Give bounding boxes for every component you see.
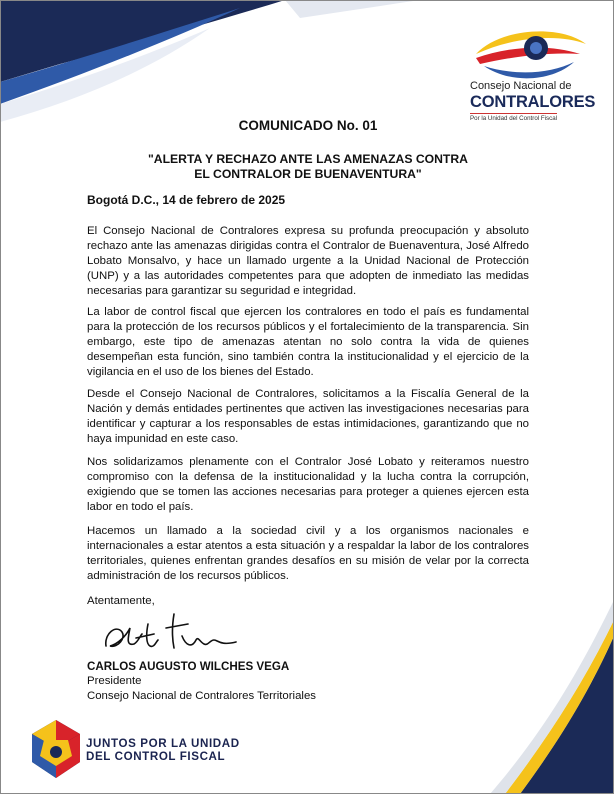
subtitle-line-2: EL CONTRALOR DE BUENAVENTURA" [194, 167, 422, 181]
document-subtitle [120, 152, 496, 182]
signatory-name: CARLOS AUGUSTO WILCHES VEGA [87, 660, 290, 673]
eye-logo-icon [470, 24, 590, 82]
closing-salutation: Atentamente, [87, 595, 155, 607]
consejo-logo [470, 24, 596, 130]
paragraph-5: Hacemos un llamado a la sociedad civil y a los organismos nacionales e internacionales a estar atentos a esta situación y a respaldar la labor de los contralores territoriales, quienes enfrentan grandes desafíos en su misión de velar por la correcta administración de los recursos públicos. [87, 525, 529, 582]
handwritten-signature [96, 606, 246, 662]
footer-line-2: DEL CONTROL FISCAL [86, 749, 226, 763]
footer-slogan [86, 738, 240, 763]
document-title: COMUNICADO No. 01 [238, 118, 378, 133]
footer-line-1: JUNTOS POR LA UNIDAD [86, 737, 240, 750]
control-fiscal-shield-icon [28, 718, 84, 780]
subtitle-line-1: "ALERTA Y RECHAZO ANTE LAS AMENAZAS CONTRA [148, 152, 468, 166]
logo-line-2: CONTRALORES [470, 93, 596, 111]
logo-line-1: Consejo Nacional de [470, 80, 572, 92]
logo-tagline: Por la Unidad del Control Fiscal [470, 115, 558, 122]
paragraph-1: El Consejo Nacional de Contralores expresa su profunda preocupación y absoluto rechazo ante las amenazas dirigidas contra el Contralor de Buenaventura, José Alfredo Lobato Monsalvo, y hace un llamado urgente a la Unidad Nacional de Protección (UNP) y a las autoridades competentes para que adopten de inmediato las medidas necesarias para garantizar su seguridad e integridad. [87, 225, 529, 297]
signatory-organization: Consejo Nacional de Contralores Territoriales [87, 690, 316, 702]
paragraph-3: Desde el Consejo Nacional de Contralores, solicitamos a la Fiscalía General de la Nación y demás entidades pertinentes que activen las investigaciones necesarias para identificar y capturar a los responsables de estas intimidaciones, garantizando que no haya impunidad en este caso. [87, 388, 529, 445]
paragraph-4: Nos solidarizamos plenamente con el Contralor José Lobato y reiteramos nuestro compromiso con la defensa de la institucionalidad y la lucha contra la corrupción, exigiendo que se tomen las acciones necesarias para proteger a quienes ejercen esta labor en todo el país. [87, 456, 529, 513]
signatory-role: Presidente [87, 675, 142, 687]
paragraph-2: La labor de control fiscal que ejercen los contralores en todo el país es fundamental para la protección de los recursos públicos y el fortalecimiento de la transparencia. Sin embargo, este tipo de amenazas atentan no solo contra la vida de quienes desempeñan esta función, sino también contra la institucionalidad y el ejercicio de la vigilancia en el uso de los bienes del Estado. [87, 306, 529, 378]
document-date: Bogotá D.C., 14 de febrero de 2025 [87, 193, 286, 207]
